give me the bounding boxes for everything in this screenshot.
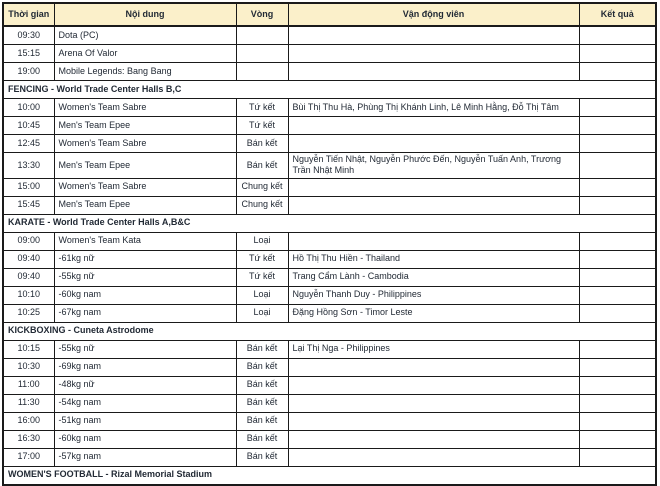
content-cell: Women's Team Sabre [54, 178, 236, 196]
round-cell: Bán kết [236, 340, 288, 358]
time-cell: 09:40 [3, 250, 54, 268]
result-cell [579, 340, 656, 358]
result-cell [579, 135, 656, 153]
time-cell: 16:30 [3, 430, 54, 448]
round-cell: Tứ kết [236, 117, 288, 135]
result-cell [579, 430, 656, 448]
content-cell: -55kg nữ [54, 340, 236, 358]
time-cell: 09:40 [3, 268, 54, 286]
round-cell: Tứ kết [236, 99, 288, 117]
table-row [3, 178, 656, 196]
round-cell: Loại [236, 286, 288, 304]
round-cell: Bán kết [236, 448, 288, 466]
time-cell: 10:45 [3, 117, 54, 135]
section-row [3, 322, 656, 340]
table-row [3, 117, 656, 135]
round-cell: Chung kết [236, 178, 288, 196]
athletes-cell [288, 135, 579, 153]
result-cell [579, 412, 656, 430]
table-row [3, 286, 656, 304]
table-row [3, 63, 656, 81]
time-cell: 10:10 [3, 286, 54, 304]
content-cell: Men's Team Epee [54, 196, 236, 214]
time-cell: 11:00 [3, 376, 54, 394]
content-cell: -55kg nữ [54, 268, 236, 286]
time-cell: 12:45 [3, 135, 54, 153]
round-cell: Tứ kết [236, 268, 288, 286]
content-cell: -61kg nữ [54, 250, 236, 268]
result-cell [579, 178, 656, 196]
content-cell: Women's Team Sabre [54, 99, 236, 117]
table-row [3, 358, 656, 376]
athletes-cell [288, 26, 579, 45]
time-cell: 17:00 [3, 448, 54, 466]
column-header-athletes: Vận động viên [288, 3, 579, 26]
time-cell: 16:00 [3, 412, 54, 430]
section-title: FENCING - World Trade Center Halls B,C [3, 81, 656, 99]
result-cell [579, 304, 656, 322]
content-cell: -57kg nam [54, 448, 236, 466]
content-cell: -54kg nam [54, 394, 236, 412]
content-cell: -60kg nam [54, 286, 236, 304]
round-cell [236, 63, 288, 81]
table-row [3, 196, 656, 214]
round-cell: Bán kết [236, 412, 288, 430]
table-row [3, 45, 656, 63]
athletes-cell: Trang Cẩm Lành - Cambodia [288, 268, 579, 286]
schedule-table [2, 2, 657, 486]
table-body [3, 26, 656, 485]
content-cell: -60kg nam [54, 430, 236, 448]
content-cell: -67kg nam [54, 304, 236, 322]
result-cell [579, 26, 656, 45]
table-row [3, 340, 656, 358]
athletes-cell: Lại Thị Nga - Philippines [288, 340, 579, 358]
table-row [3, 153, 656, 179]
table-header [3, 3, 656, 26]
result-cell [579, 232, 656, 250]
section-title: KICKBOXING - Cuneta Astrodome [3, 322, 656, 340]
result-cell [579, 448, 656, 466]
time-cell: 10:00 [3, 99, 54, 117]
athletes-cell [288, 376, 579, 394]
round-cell: Bán kết [236, 394, 288, 412]
time-cell: 10:30 [3, 358, 54, 376]
athletes-cell [288, 45, 579, 63]
table-row [3, 26, 656, 45]
athletes-cell: Bùi Thị Thu Hà, Phùng Thị Khánh Linh, Lê Minh Hằng, Đỗ Thị Tâm [288, 99, 579, 117]
round-cell: Bán kết [236, 358, 288, 376]
athletes-cell: Nguyễn Thanh Duy - Philippines [288, 286, 579, 304]
time-cell: 15:15 [3, 45, 54, 63]
result-cell [579, 268, 656, 286]
table-row [3, 448, 656, 466]
content-cell: -51kg nam [54, 412, 236, 430]
round-cell: Chung kết [236, 196, 288, 214]
column-header-result: Kết quả [579, 3, 656, 26]
athletes-cell [288, 358, 579, 376]
athletes-cell [288, 448, 579, 466]
result-cell [579, 99, 656, 117]
content-cell: Women's Team Sabre [54, 135, 236, 153]
content-cell: Dota (PC) [54, 26, 236, 45]
athletes-cell [288, 63, 579, 81]
header-row [3, 3, 656, 26]
athletes-cell [288, 117, 579, 135]
result-cell [579, 117, 656, 135]
athletes-cell [288, 394, 579, 412]
time-cell: 10:25 [3, 304, 54, 322]
result-cell [579, 250, 656, 268]
content-cell: -48kg nữ [54, 376, 236, 394]
section-title: WOMEN'S FOOTBALL - Rizal Memorial Stadium [3, 466, 656, 485]
round-cell: Bán kết [236, 153, 288, 179]
table-row [3, 250, 656, 268]
time-cell: 13:30 [3, 153, 54, 179]
athletes-cell [288, 196, 579, 214]
time-cell: 09:30 [3, 26, 54, 45]
content-cell: Mobile Legends: Bang Bang [54, 63, 236, 81]
table-row [3, 232, 656, 250]
round-cell: Bán kết [236, 430, 288, 448]
table-row [3, 376, 656, 394]
content-cell: Arena Of Valor [54, 45, 236, 63]
table-row [3, 412, 656, 430]
round-cell: Loại [236, 232, 288, 250]
result-cell [579, 376, 656, 394]
result-cell [579, 358, 656, 376]
athletes-cell [288, 412, 579, 430]
table-row [3, 268, 656, 286]
result-cell [579, 394, 656, 412]
athletes-cell [288, 430, 579, 448]
table-row [3, 430, 656, 448]
content-cell: Men's Team Epee [54, 153, 236, 179]
table-row [3, 304, 656, 322]
section-row [3, 214, 656, 232]
table-row [3, 99, 656, 117]
section-title: KARATE - World Trade Center Halls A,B&C [3, 214, 656, 232]
round-cell: Tứ kết [236, 250, 288, 268]
round-cell: Bán kết [236, 135, 288, 153]
round-cell: Loại [236, 304, 288, 322]
athletes-cell: Nguyễn Tiến Nhật, Nguyễn Phước Đến, Nguyễn Tuấn Anh, Trương Trần Nhật Minh [288, 153, 579, 179]
content-cell: Men's Team Epee [54, 117, 236, 135]
athletes-cell: Đặng Hồng Sơn - Timor Leste [288, 304, 579, 322]
column-header-round: Vòng [236, 3, 288, 26]
round-cell [236, 26, 288, 45]
result-cell [579, 63, 656, 81]
content-cell: Women's Team Kata [54, 232, 236, 250]
time-cell: 15:00 [3, 178, 54, 196]
section-row [3, 466, 656, 485]
time-cell: 19:00 [3, 63, 54, 81]
time-cell: 09:00 [3, 232, 54, 250]
athletes-cell: Hồ Thị Thu Hiền - Thailand [288, 250, 579, 268]
time-cell: 10:15 [3, 340, 54, 358]
section-row [3, 81, 656, 99]
table-row [3, 135, 656, 153]
result-cell [579, 153, 656, 179]
time-cell: 15:45 [3, 196, 54, 214]
athletes-cell [288, 178, 579, 196]
athletes-cell [288, 232, 579, 250]
round-cell: Bán kết [236, 376, 288, 394]
column-header-time: Thời gian [3, 3, 54, 26]
time-cell: 11:30 [3, 394, 54, 412]
content-cell: -69kg nam [54, 358, 236, 376]
result-cell [579, 45, 656, 63]
result-cell [579, 286, 656, 304]
column-header-content: Nội dung [54, 3, 236, 26]
result-cell [579, 196, 656, 214]
table-row [3, 394, 656, 412]
round-cell [236, 45, 288, 63]
